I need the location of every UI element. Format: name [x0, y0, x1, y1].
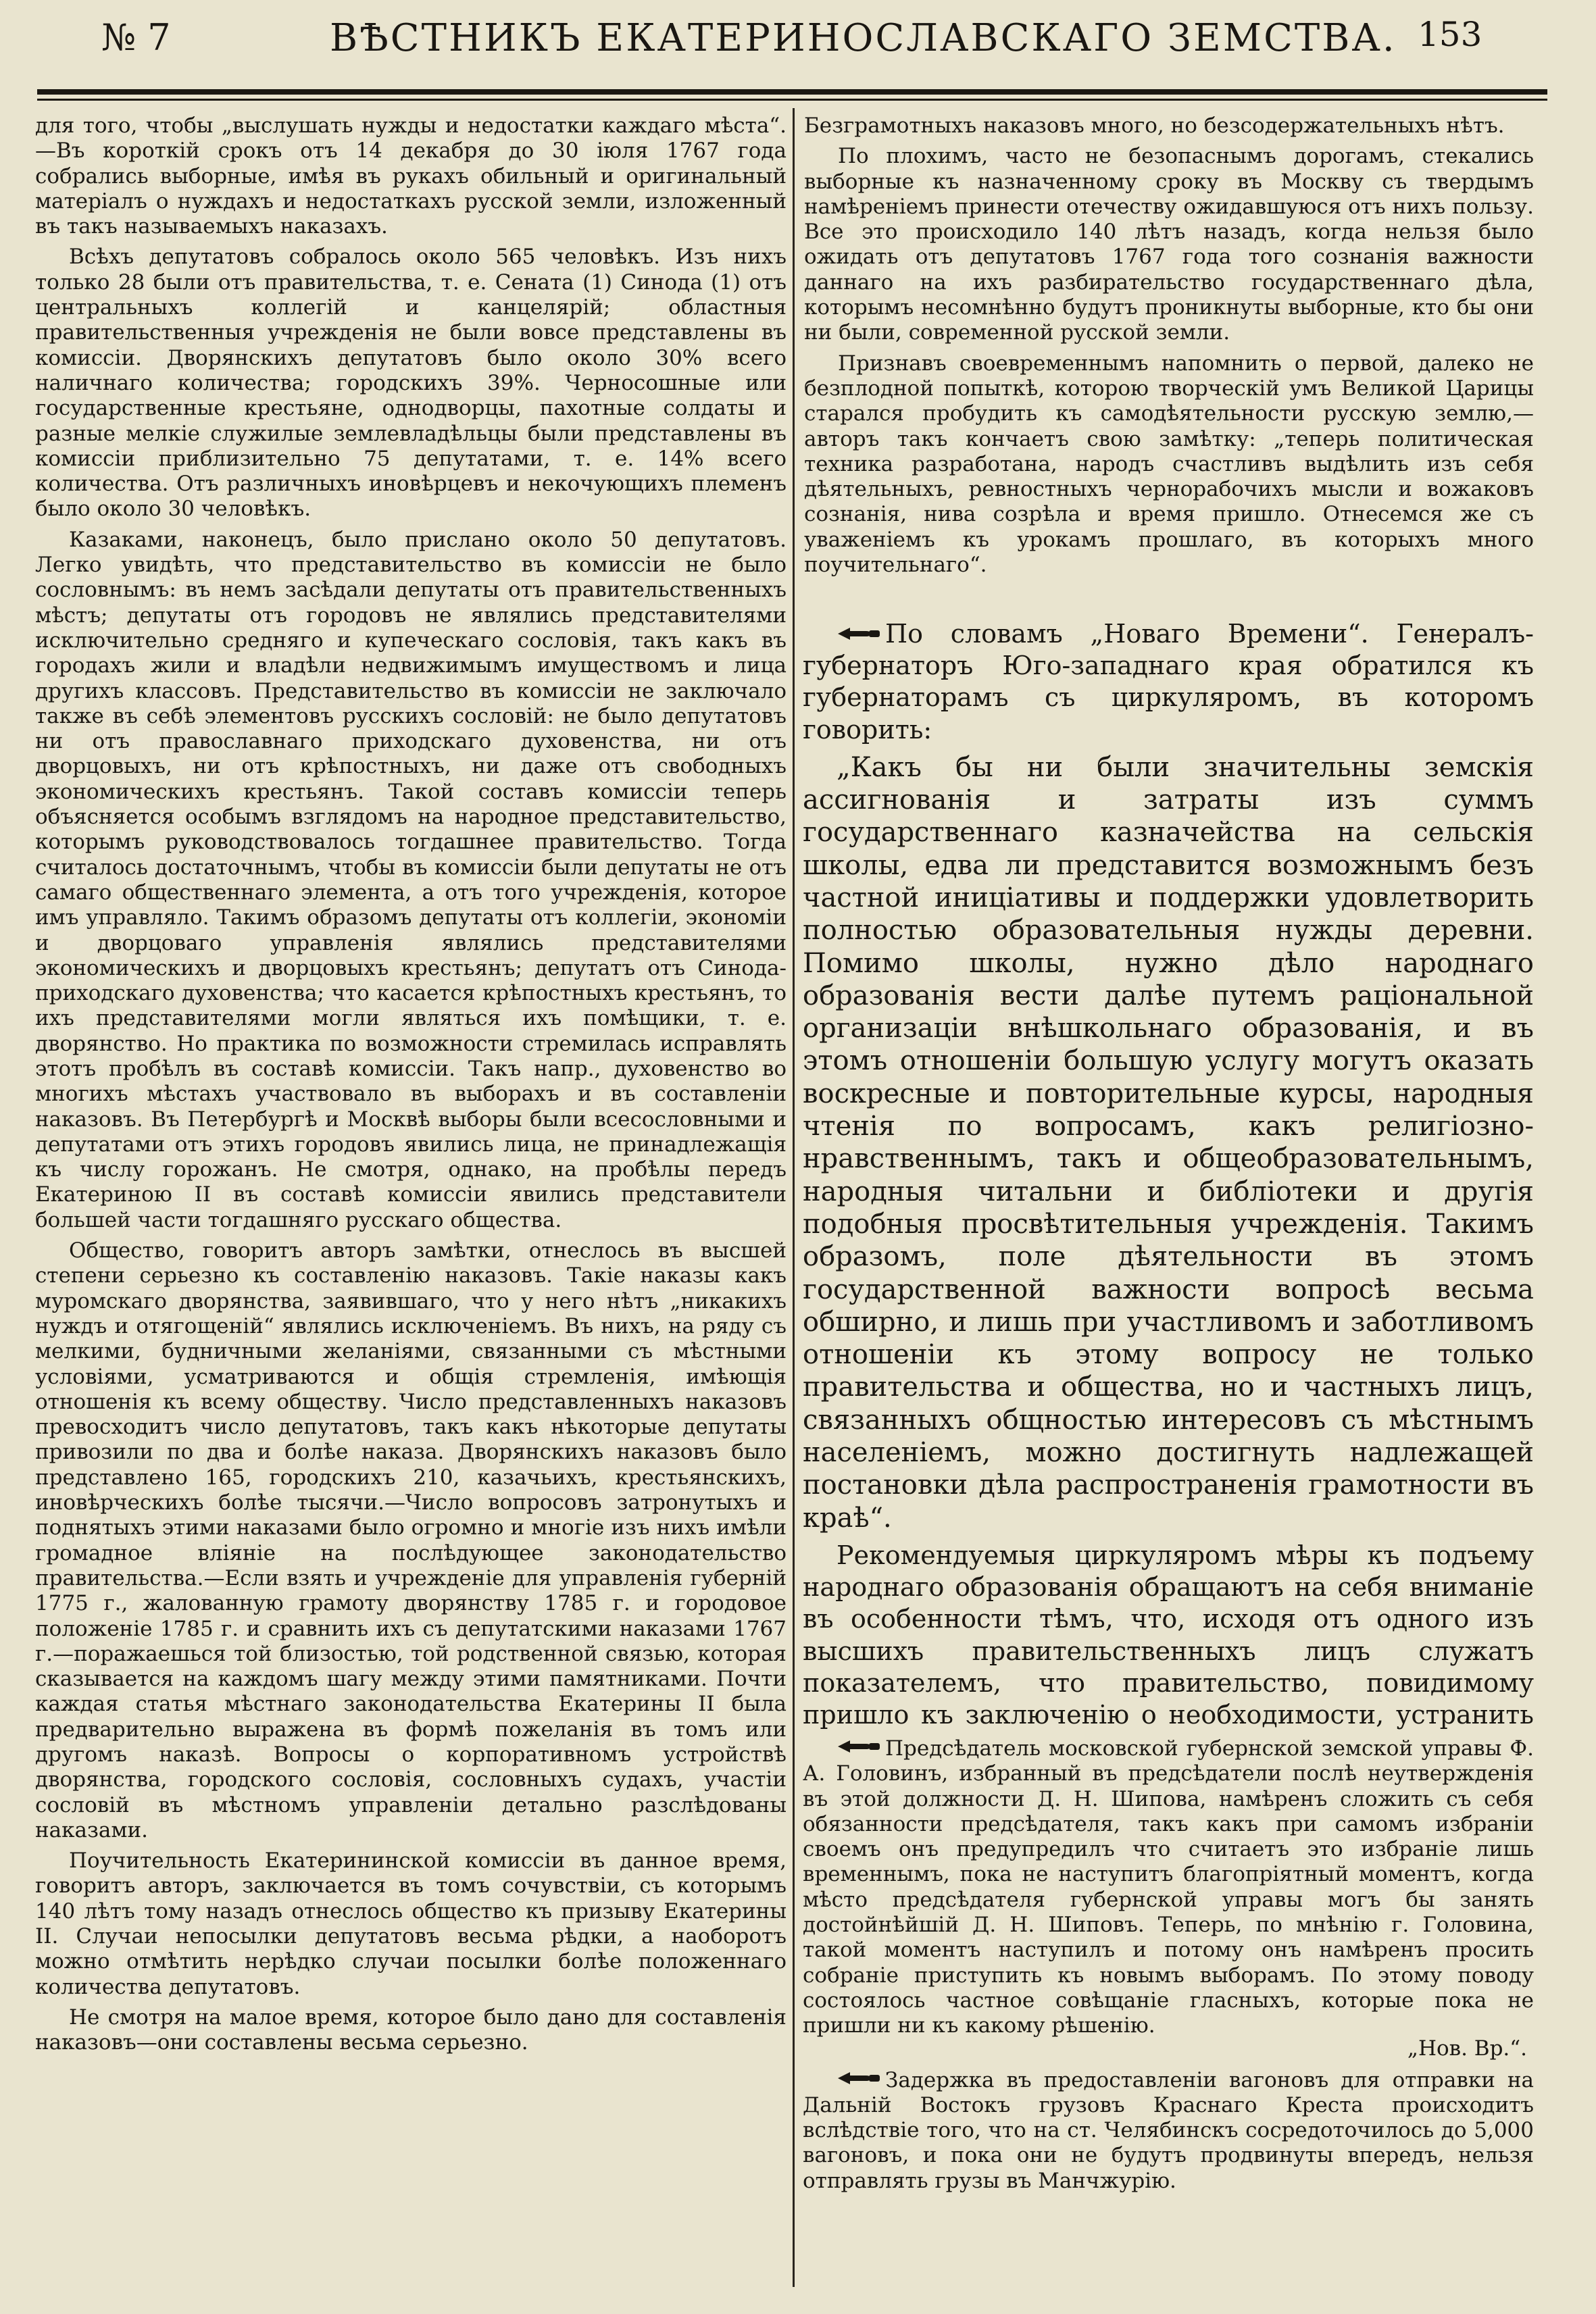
news-item-3	[803, 2068, 1534, 2194]
news-item-2-text: Предсѣдатель московской губернской земской управы Ф. А. Головинъ, избранный въ предсѣдатели послѣ неутвержденія въ этой должности Д. Н. Шипова, намѣренъ сложить съ себя обязанности предсѣдателя, такъ какъ при самомъ избраніи своемъ онъ предупредилъ что считаетъ это избраніе лишь временнымъ, пока не наступитъ благопріятный моментъ, когда мѣсто предсѣдателя губернской управы могъ бы занять достойнѣйшій Д. Н. Шиповъ. Теперь, по мнѣнію г. Головина, такой моментъ наступилъ и потому онъ намѣренъ просить собраніе приступить къ новымъ выборамъ. По этому поводу состоялось частное совѣщаніе гласныхъ, которые пока не пришли ни къ какому рѣшенію.	[803, 1736, 1534, 2038]
circular-quote: „Какъ бы ни были значительны земскія ассигнованія и затраты изъ суммъ государственнаго казначейства на сельскія школы, едва ли представится возможнымъ безъ частной иниціативы и поддержки удовлетворить полностью образовательныя нужды деревни. Помимо школы, нужно дѣло народнаго образованія вести далѣе путемъ раціональной организаціи внѣшкольнаго образованія, и въ этомъ отношеніи большую услугу могутъ оказать воскресные и повторительные курсы, народныя чтенія по вопросамъ, какъ религіозно-нравственнымъ, такъ и общеобразовательнымъ, народныя читальни и библіотеки и другія подобныя просвѣтительныя учрежденія. Такимъ образомъ, поле дѣятельности въ этомъ государственной важности вопросѣ весьма обширно, и лишь при участливомъ и заботливомъ отношеніи къ этому вопросу не только правительства и общества, но и частныхъ лицъ, связанныхъ общностью интересовъ съ мѣстнымъ населеніемъ, можно достигнуть надлежащей постановки дѣла распространенія грамотности въ краѣ“.	[803, 751, 1534, 1534]
right-column-bottom	[803, 1736, 1534, 2287]
news-item-2-source: „Нов. Вр.“.	[1407, 2036, 1527, 2061]
right-paragraph-3: Признавъ своевременнымъ напомнить о первой, далеко не безплодной попыткѣ, которою творческій умъ Великой Царицы старался пробудить къ самодѣятельности русскую землю,—авторъ такъ кончаетъ свою замѣтку: „теперь политическая техника разработана, народъ счастливъ выдѣлить изъ себя дѣятельныхъ, ревностныхъ чернорабочихъ мысли и вожаковъ сознанія, нива созрѣла и время пришло. Отнесемся же съ уваженіемъ къ урокамъ прошлаго, въ которыхъ много поучительнаго“.	[804, 351, 1534, 578]
right-column-news-item-1	[803, 618, 1534, 1730]
right-paragraph-2: По плохимъ, часто не безопаснымъ дорогамъ, стекались выборные къ назначенному сроку въ Москву съ твердымъ намѣреніемъ принести отечеству ожидавшуюся отъ нихъ пользу. Все это происходило 140 лѣтъ назадъ, когда нельзя было ожидать отъ депутатовъ 1767 года того сознанія важности даннаго на ихъ разбирательство государственнаго дѣла, которымъ несомнѣнно будутъ проникнуты выборные, кто бы они ни были, современной русской земли.	[804, 144, 1534, 345]
column-divider	[793, 108, 795, 2287]
news-item-3-text: Задержка въ предоставленіи вагоновъ для отправки на Дальній Востокъ грузовъ Краснаго Креста происходитъ вслѣдствіе того, что на ст. Челябинскъ сосредоточилось до 5,000 вагоновъ, и пока они не будутъ продвинуты впередъ, нельзя отправлять грузы въ Манчжурію.	[803, 2067, 1534, 2193]
header-rule-thin	[37, 99, 1547, 101]
news-item-2	[803, 1736, 1534, 2039]
news-item-1-intro	[803, 618, 1534, 746]
journal-title: ВѢСТНИКЪ ЕКАТЕРИНОСЛАВСКАГО ЗЕМСТВА.	[330, 16, 1397, 60]
header-rule-thick	[37, 89, 1547, 95]
left-paragraph-3: Казаками, наконецъ, было прислано около 50 депутатовъ. Легко увидѣть, что представительство въ комиссіи не было сословнымъ: въ немъ засѣдали депутаты отъ правительственныхъ мѣстъ; депутаты отъ городовъ не являлись представителями исключительно средняго и купеческаго сословія, такъ какъ въ городахъ жили и владѣли недвижимымъ имуществомъ и лица другихъ классовъ. Представительство въ комиссіи не заключало также въ себѣ элементовъ русскихъ сословій: не было депутатовъ ни отъ православнаго приходскаго духовенства, ни отъ дворцовыхъ, ни отъ крѣпостныхъ, ни даже отъ свободныхъ экономическихъ крестьянъ. Такой составъ комиссіи теперь объясняется особымъ взглядомъ на народное представительство, которымъ руководствовалось тогдашнее правительство. Тогда считалось достаточнымъ, чтобы въ комиссіи были депутаты не отъ самаго общественнаго элемента, а отъ того учрежденія, которое имъ управляло. Такимъ образомъ депутаты отъ коллегіи, экономіи и дворцоваго управленія являлись представителями экономическихъ и дворцовыхъ крестьянъ; депутатъ отъ Синода-приходскаго духовенства; что касается крѣпостныхъ крестьянъ, то ихъ представителями могли являться ихъ помѣщики, т. е. дворянство. Но практика по возможности стремилась исправлять этотъ пробѣлъ въ составѣ комиссіи. Такъ напр., духовенство во многихъ мѣстахъ участвовало въ выборахъ и въ составленіи наказовъ. Въ Петербургѣ и Москвѣ выборы были всесословными и депутатами отъ этихъ городовъ явились лица, не принадлежащія къ числу горожанъ. Не смотря, однако, на пробѣлы передъ Екатериною II въ составѣ комиссіи явились представители большей части тогдашняго русскаго общества.	[35, 527, 787, 1232]
left-paragraph-1: для того, чтобы „выслушать нужды и недостатки каждаго мѣста“.—Въ короткій срокъ отъ 14 декабря до 30 іюля 1767 года собрались выборные, имѣя въ рукахъ обильный и оригинальный матеріалъ о нуждахъ и недостаткахъ русской земли, изложенный въ такъ называемыхъ наказахъ.	[35, 114, 787, 239]
left-paragraph-2: Всѣхъ депутатовъ собралось около 565 человѣкъ. Изъ нихъ только 28 были отъ правительства, т. е. Сената (1) Синода (1) отъ центральныхъ коллегій и канцелярій; областныя правительственныя учрежденія не были вовсе представлены въ комиссіи. Дворянскихъ депутатовъ было около 30% всего наличнаго количества; городскихъ 39%. Черносошные или государственные крестьяне, однодворцы, пахотные солдаты и разные мелкіе служилые землевладѣльцы были представлены въ комиссіи приблизительно 75 депутатами, т. е. 14% всего количества. Отъ различныхъ иновѣрцевъ и некочующихъ племенъ было около 30 человѣкъ.	[35, 245, 787, 522]
pointing-hand-icon	[837, 2068, 881, 2088]
left-column	[35, 114, 787, 2255]
left-paragraph-6: Не смотря на малое время, которое было дано для составленія наказовъ—они составлены весьма серьезно.	[35, 2005, 787, 2055]
news-item-1-comment: Рекомендуемыя циркуляромъ мѣры къ подъему народнаго образованія обращаютъ на себя вниманіе въ особенности тѣмъ, что, исходя отъ одного изъ высшихъ правительственныхъ лицъ служатъ показателемъ, что правительство, повидимому пришло къ заключенію о необходимости, устранить	[803, 1540, 1534, 1730]
right-paragraph-1: Безграмотныхъ наказовъ много, но безсодержательныхъ нѣтъ.	[804, 114, 1505, 138]
page-number: 153	[1418, 15, 1482, 54]
left-paragraph-5: Поучительность Екатерининской комиссіи въ данное время, говоритъ авторъ, заключается въ томъ сочувствіи, съ которымъ 140 лѣтъ тому назадъ отнеслось общество къ призыву Екатерины II. Случаи непосылки депутатовъ весьма рѣдки, а наоборотъ можно отмѣтить нерѣдко случаи посылки болѣе положеннаго количества депутатовъ.	[35, 1848, 787, 1999]
left-paragraph-4: Общество, говоритъ авторъ замѣтки, отнеслось въ высшей степени серьезно къ составленію наказовъ. Такіе наказы какъ муромскаго дворянства, заявившаго, что у него нѣтъ „никакихъ нуждъ и отягощеній“ являлись исключеніемъ. Въ нихъ, на ряду съ мелкими, будничными желаніями, связанными съ мѣстными условіями, усматриваются и общія стремленія, имѣющія отношенія къ всему обществу. Число представленныхъ наказовъ превосходитъ число депутатовъ, такъ какъ нѣкоторые депутаты привозили по два и болѣе наказа. Дворянскихъ наказовъ было представлено 165, городскихъ 210, казачьихъ, крестьянскихъ, иновѣрческихъ болѣе тысячи.—Число вопросовъ затронутыхъ и поднятыхъ этими наказами было огромно и многіе изъ нихъ имѣли громадное вліяніе на послѣдующее законодательство правительства.—Если взять и учрежденіе для управленія губерній 1775 г., жалованную грамоту дворянству 1785 г. и городовое положеніе 1785 г. и сравнить ихъ съ депутатскими наказами 1767 г.—поражаешься той близостью, той родственной связью, которая сказывается на каждомъ шагу между этими памятниками. Почти каждая статья мѣстнаго законодательства Екатерины II была предварительно выражена въ формѣ пожеланія въ томъ или другомъ наказѣ. Вопросы о корпоративномъ устройствѣ дворянства, городского сословія, сословныхъ судахъ, участіи сословій въ мѣстномъ управленіи детально разслѣдованы наказами.	[35, 1238, 787, 1842]
pointing-hand-icon	[837, 624, 881, 644]
pointing-hand-icon	[837, 1736, 881, 1757]
right-column-top	[804, 114, 1534, 610]
news-item-1-text: По словамъ „Новаго Времени“. Генералъ-губернаторъ Юго-западнаго края обратился къ губернаторамъ съ циркуляромъ, въ которомъ говорить:	[803, 619, 1534, 745]
issue-number: № 7	[101, 16, 171, 59]
